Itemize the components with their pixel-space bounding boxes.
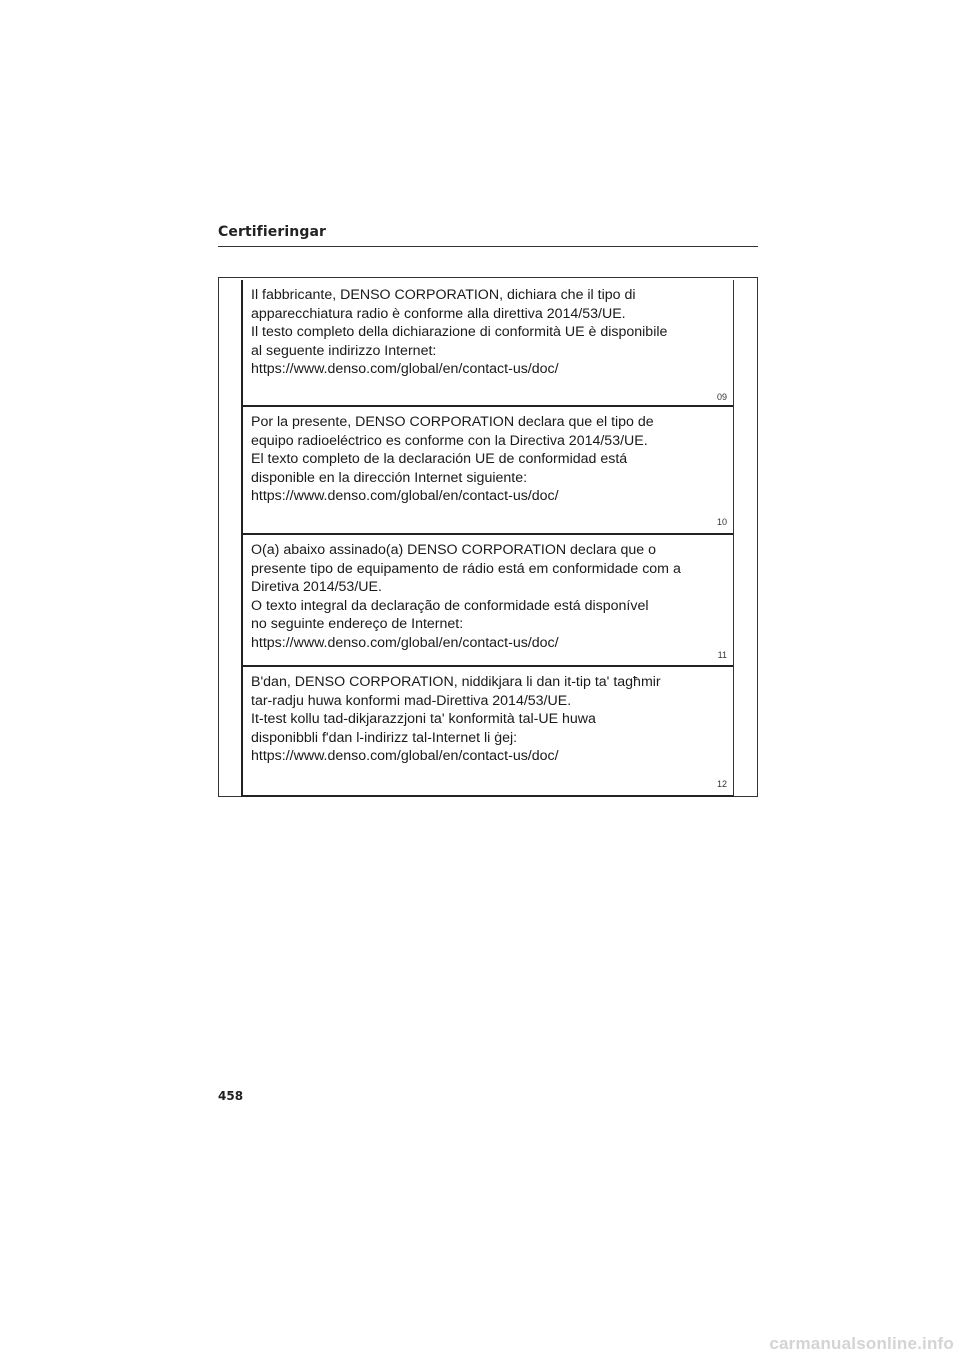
declaration-line: no seguinte endereço de Internet: [251, 616, 464, 633]
declaration-line: disponible en la dirección Internet siguiente: [251, 469, 528, 486]
block-code: 11 [717, 650, 727, 660]
declaration-line: equipo radioeléctrico es conforme con la Directiva 2014/53/UE. [251, 432, 648, 449]
declaration-text [251, 673, 721, 766]
declaration-line: https://www.denso.com/global/en/contact-us/doc/ [251, 488, 559, 505]
declaration-line: B'dan, DENSO CORPORATION, niddikjara li dan it-tip ta' tagħmir [251, 674, 661, 690]
declaration-text [251, 541, 721, 653]
declaration-line: https://www.denso.com/global/en/contact-us/doc/ [251, 634, 559, 651]
declaration-line: O texto integral da declaração de conformidade está disponível [251, 597, 649, 614]
declaration-line: Il fabbricante, DENSO CORPORATION, dichiara che il tipo di [251, 287, 636, 303]
certificate-table [241, 280, 734, 797]
declaration-block-maltese [243, 667, 733, 795]
declaration-line: El texto completo de la declaración UE de conformidad está [251, 451, 628, 468]
declaration-text [251, 413, 721, 506]
declaration-line: disponibbli f'dan l-indirizz tal-Internet li ġej: [251, 729, 518, 746]
declaration-line: O(a) abaixo assinado(a) DENSO CORPORATION declara que o [251, 542, 657, 558]
declaration-line: tar-radju huwa konformi mad-Direttiva 2014/53/UE. [251, 692, 572, 709]
page-header [218, 224, 758, 247]
declaration-text [251, 286, 721, 379]
declaration-line: al seguente indirizzo Internet: [251, 342, 437, 359]
declaration-line: It-test kollu tad-dikjarazzjoni ta' konformità tal-UE huwa [251, 711, 596, 728]
declaration-line: Diretiva 2014/53/UE. [251, 579, 382, 596]
declaration-line: https://www.denso.com/global/en/contact-us/doc/ [251, 748, 559, 765]
declaration-block-italian [243, 280, 733, 407]
declaration-block-spanish [243, 407, 733, 535]
declaration-line: https://www.denso.com/global/en/contact-us/doc/ [251, 361, 559, 378]
declaration-block-portuguese [243, 535, 733, 667]
declaration-line: Il testo completo della dichiarazione di conformità UE è disponibile [251, 324, 668, 341]
declaration-line: apparecchiatura radio è conforme alla direttiva 2014/53/UE. [251, 305, 626, 322]
block-code: 12 [716, 779, 727, 789]
page-number: 458 [218, 1089, 244, 1103]
block-code: 09 [716, 392, 727, 402]
watermark: carmanualsonline.info [769, 1334, 954, 1353]
declaration-line: Por la presente, DENSO CORPORATION declara que el tipo de [251, 414, 654, 430]
declaration-line: presente tipo de equipamento de rádio está em conformidade com a [251, 560, 681, 577]
page-title: Certifieringar [218, 224, 326, 240]
block-code: 10 [716, 517, 727, 527]
